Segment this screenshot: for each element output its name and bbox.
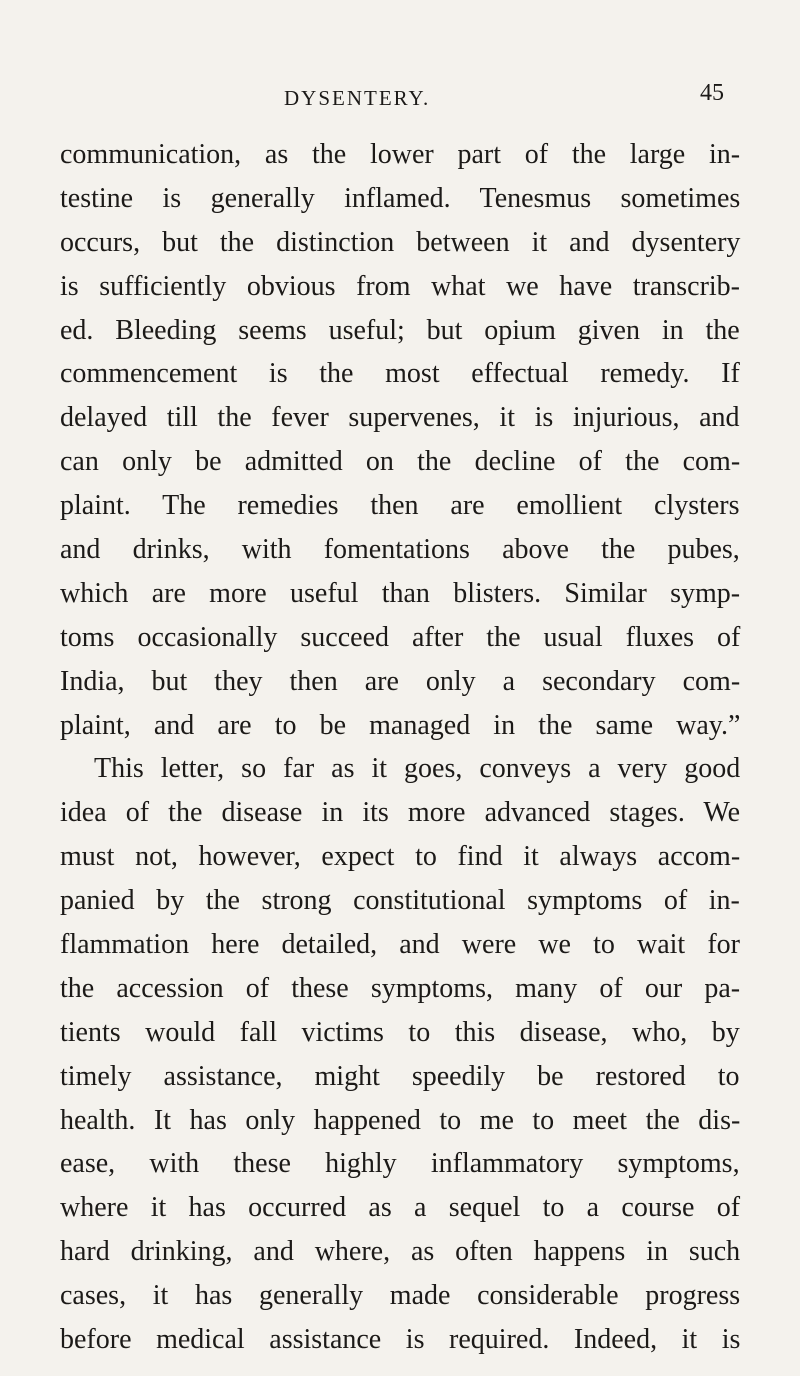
text-line: India, but they then are only a secondary com-	[60, 665, 741, 697]
text-line: tients would fall victims to this disease, who, by	[60, 1016, 740, 1048]
text-line: occurs, but the distinction between it and dysentery	[60, 226, 741, 258]
running-title: DYSENTERY.	[284, 86, 431, 110]
text-line: communication, as the lower part of the large in-	[60, 139, 741, 170]
text-line: testine is generally inflamed. Tenesmus sometimes	[60, 182, 741, 214]
page-number: 45	[700, 80, 724, 106]
text-line: toms occasionally succeed after the usual fluxes of	[60, 621, 741, 653]
text-line: delayed till the fever supervenes, it is injurious, and	[60, 402, 740, 434]
text-line: must not, however, expect to find it always accom-	[60, 841, 741, 873]
text-line: plaint, and are to be managed in the same way.”	[60, 709, 741, 741]
text-line: commencement is the most effectual remedy. If	[60, 358, 740, 390]
text-line: ease, with these highly inflammatory symptoms,	[60, 1148, 740, 1180]
text-line: panied by the strong constitutional symptoms of in-	[60, 885, 740, 917]
text-line: plaint. The remedies then are emollient clysters	[60, 490, 740, 522]
text-line: timely assistance, might speedily be restored to	[60, 1060, 740, 1092]
text-line: before medical assistance is required. Indeed, it is	[60, 1324, 741, 1356]
text-line: which are more useful than blisters. Similar symp-	[60, 577, 741, 609]
text-line: idea of the disease in its more advanced stages. We	[60, 797, 741, 829]
text-line: can only be admitted on the decline of the com-	[60, 446, 741, 478]
text-line: flammation here detailed, and were we to wait for	[60, 929, 740, 961]
paragraph-first-line: This letter, so far as it goes, conveys a very good	[94, 753, 741, 785]
text-line: hard drinking, and where, as often happens in such	[60, 1236, 741, 1268]
text-line: and drinks, with fomentations above the pubes,	[60, 534, 740, 566]
running-head	[0, 80, 800, 114]
text-line: the accession of these symptoms, many of our pa-	[60, 972, 741, 1004]
text-line: ed. Bleeding seems useful; but opium given in the	[60, 314, 740, 346]
text-line: health. It has only happened to me to meet the dis-	[60, 1104, 741, 1136]
text-line: is sufficiently obvious from what we have transcrib-	[60, 270, 741, 302]
body-text	[60, 133, 740, 1362]
text-line: where it has occurred as a sequel to a course of	[60, 1192, 741, 1224]
text-line: cases, it has generally made considerable progress	[60, 1280, 741, 1312]
